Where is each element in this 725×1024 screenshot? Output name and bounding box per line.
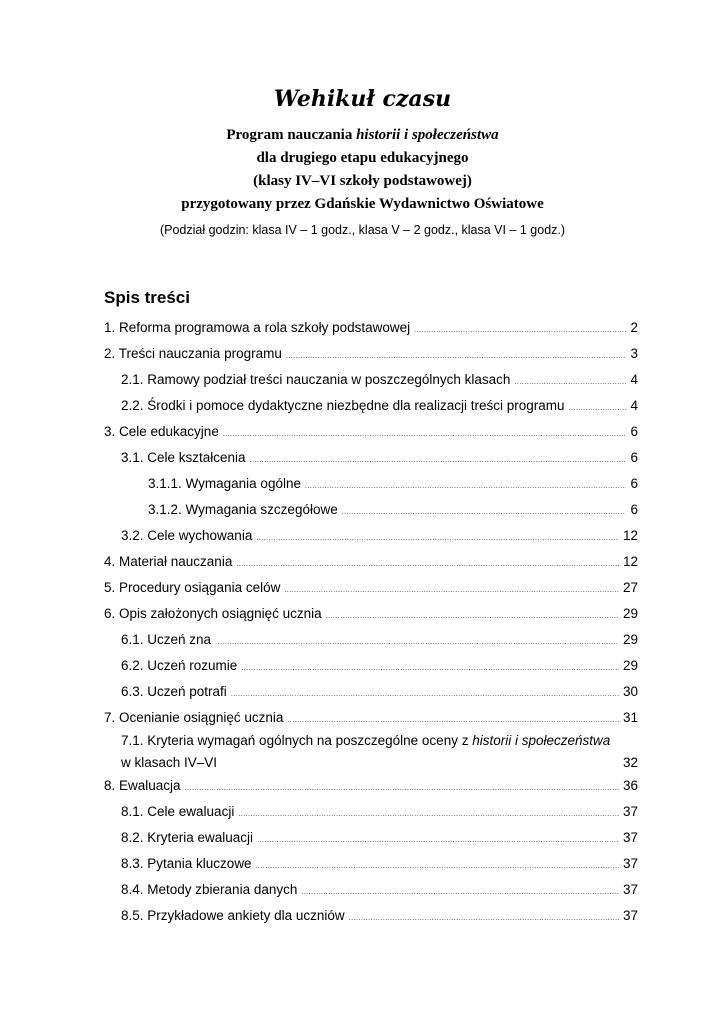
toc-entry-page: 2 (630, 320, 638, 335)
toc-leader (241, 660, 619, 677)
toc-entry-page: 4 (630, 372, 638, 387)
toc-entry-label: 3.2. Cele wychowania (121, 528, 253, 543)
toc-entry[interactable] (121, 631, 638, 651)
toc-entry-page: 3 (630, 346, 638, 361)
toc-entry[interactable] (104, 579, 638, 599)
toc-leader (250, 452, 627, 469)
subtitle-line-3: (klasy IV–VI szkoły podstawowej) (253, 173, 472, 189)
document-title: Wehikuł czasu (273, 86, 452, 112)
toc-leader (287, 712, 619, 729)
toc-entry-page: 36 (622, 778, 638, 793)
toc-entry-page: 32 (622, 755, 638, 770)
toc-entry-label: 1. Reforma programowa a rola szkoły podstawowej (104, 320, 411, 335)
toc-entry[interactable] (104, 777, 638, 797)
toc-leader (286, 348, 627, 365)
toc-entry-label: 5. Procedury osiągania celów (104, 580, 281, 595)
toc-entry-label: 4. Materiał nauczania (104, 554, 233, 569)
toc-leader (185, 780, 619, 797)
toc-entry-label-continued: w klasach IV–VI (121, 755, 218, 770)
toc-leader (215, 634, 619, 651)
toc-leader (238, 806, 619, 823)
toc-entry-label: 8.5. Przykładowe ankiety dla uczniów (121, 908, 345, 923)
toc-entry-label: 8.4. Metody zbierania danych (121, 882, 298, 897)
toc-entry[interactable] (148, 475, 638, 495)
toc-entry-label-subject: historii i społeczeństwa (472, 733, 611, 748)
toc-entry-label-line-2 (121, 752, 638, 774)
toc-entry[interactable] (121, 730, 638, 774)
toc-entry-label: 7. Ocenianie osiągnięć ucznia (104, 710, 284, 725)
toc-entry-page: 6 (630, 424, 638, 439)
toc-entry-label: 8.1. Cele ewaluacji (121, 804, 235, 819)
toc-leader (236, 556, 619, 573)
toc-leader (256, 858, 619, 875)
toc-entry-label: 3.1.1. Wymagania ogólne (148, 476, 301, 491)
toc-entry[interactable] (121, 449, 638, 469)
hours-note: (Podział godzin: klasa IV – 1 godz., klasa V – 2 godz., klasa VI – 1 godz.) (159, 223, 566, 237)
toc-leader (514, 374, 626, 391)
toc-leader (568, 400, 626, 417)
toc-leader (349, 910, 619, 927)
toc-leader (326, 608, 619, 625)
toc-entry[interactable] (121, 855, 638, 875)
toc-entry-label: 2. Treści nauczania programu (104, 346, 282, 361)
toc-entry-page: 37 (622, 882, 638, 897)
subtitle-line-4: przygotowany przez Gdańskie Wydawnictwo Oświatowe (181, 196, 544, 212)
toc-entry[interactable] (104, 319, 638, 339)
toc-entry[interactable] (148, 501, 638, 521)
toc-entry-label: 8. Ewaluacja (104, 778, 181, 793)
toc-entry-label: 3.1. Cele kształcenia (121, 450, 246, 465)
toc-entry[interactable] (121, 803, 638, 823)
subtitle-text: Program nauczania (226, 127, 357, 143)
toc-entry-label: 8.3. Pytania kluczowe (121, 856, 252, 871)
toc-entry[interactable] (121, 907, 638, 927)
toc-leader (231, 686, 619, 703)
toc-leader (256, 530, 619, 547)
toc-entry[interactable] (121, 683, 638, 703)
toc-entry[interactable] (104, 605, 638, 625)
toc-entry-label: 7.1. Kryteria wymagań ogólnych na poszczególne oceny z (121, 733, 473, 748)
toc-leader (257, 832, 619, 849)
subtitle-line-2: dla drugiego etapu edukacyjnego (256, 150, 469, 166)
toc-entry-label: 3.1.2. Wymagania szczegółowe (148, 502, 338, 517)
toc-entry-label: 6.2. Uczeń rozumie (121, 658, 238, 673)
toc-entry-page: 37 (622, 804, 638, 819)
toc-leader (284, 582, 619, 599)
toc-entry-label: 3. Cele edukacyjne (104, 424, 219, 439)
toc-entry-label-line-1 (121, 730, 638, 752)
toc-leader (414, 322, 626, 339)
toc-entry-page: 37 (622, 830, 638, 845)
toc-entry-page: 6 (630, 476, 638, 491)
toc-entry[interactable] (104, 553, 638, 573)
toc-entry-page: 31 (622, 710, 638, 725)
toc-entry[interactable] (104, 345, 638, 365)
toc-entry-page: 29 (622, 632, 638, 647)
toc-entry-page: 6 (630, 502, 638, 517)
toc-entry[interactable] (104, 423, 638, 443)
toc-entry-page: 37 (622, 856, 638, 871)
toc-entry-page: 6 (630, 450, 638, 465)
toc-leader (305, 478, 627, 495)
toc-entry-label: 2.1. Ramowy podział treści nauczania w poszczególnych klasach (121, 372, 511, 387)
toc-entry[interactable] (121, 527, 638, 547)
toc-entry-page: 12 (622, 554, 638, 569)
toc-entry[interactable] (104, 709, 638, 729)
toc-leader (223, 426, 627, 443)
toc-entry[interactable] (121, 397, 638, 417)
toc-entry-page: 27 (622, 580, 638, 595)
toc-leader (301, 884, 619, 901)
toc-entry-label: 6.3. Uczeń potrafi (121, 684, 227, 699)
toc-entry-page: 37 (622, 908, 638, 923)
toc-entry-label: 8.2. Kryteria ewaluacji (121, 830, 254, 845)
toc-entry-page: 29 (622, 658, 638, 673)
toc-heading: Spis treści (104, 288, 190, 307)
toc-entry[interactable] (121, 829, 638, 849)
toc-entry-page: 12 (622, 528, 638, 543)
toc-entry-page: 29 (622, 606, 638, 621)
toc-entry-label: 2.2. Środki i pomoce dydaktyczne niezbędne dla realizacji treści programu (121, 398, 565, 413)
toc-entry-label: 6. Opis założonych osiągnięć ucznia (104, 606, 322, 621)
toc-entry[interactable] (121, 881, 638, 901)
toc-entry-page: 30 (622, 684, 638, 699)
toc-entry[interactable] (121, 657, 638, 677)
subtitle-subject: historii i społeczeństwa (356, 127, 499, 143)
toc-entry[interactable] (121, 371, 638, 391)
toc-leader (342, 504, 627, 521)
toc-entry-page: 4 (630, 398, 638, 413)
toc-entry-label: 6.1. Uczeń zna (121, 632, 212, 647)
